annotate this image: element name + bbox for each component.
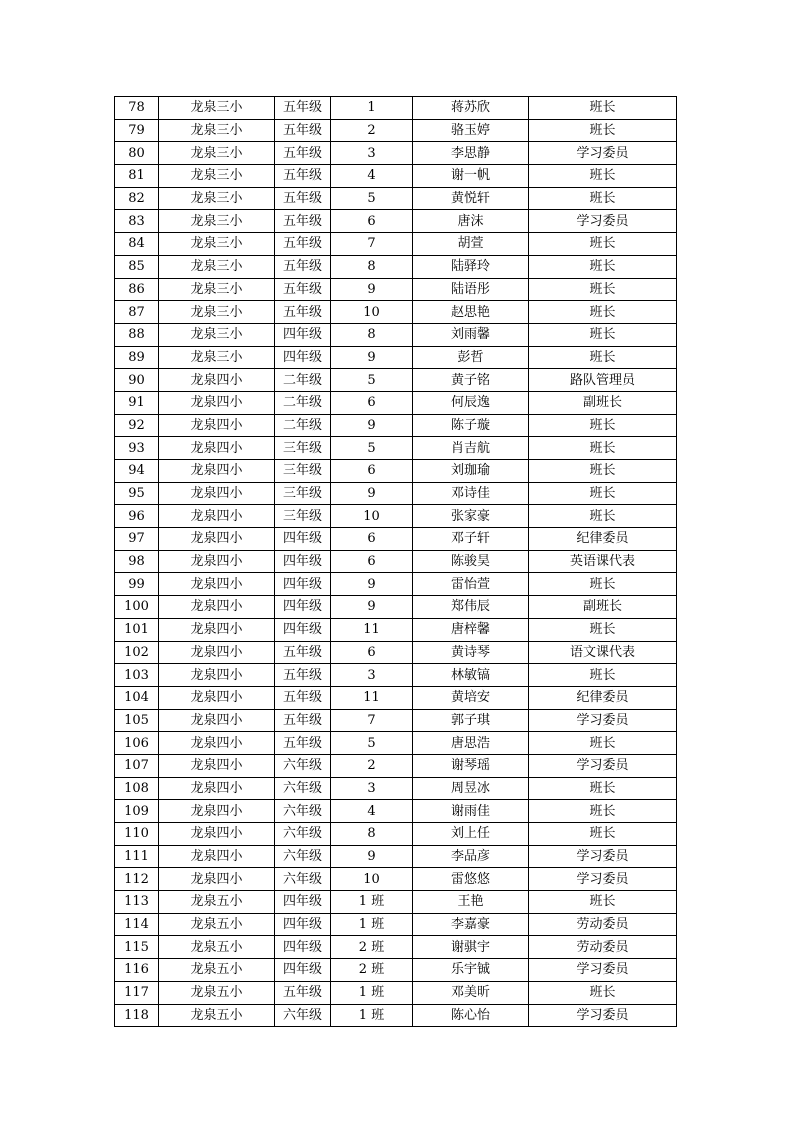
position-cell: 语文课代表 [529, 641, 677, 664]
student-name-cell: 黄诗琴 [413, 641, 529, 664]
class-cell: 5 [331, 437, 413, 460]
grade-cell: 四年级 [275, 528, 331, 551]
table-row [115, 800, 677, 823]
row-number-cell: 118 [115, 1004, 159, 1027]
school-cell: 龙泉三小 [159, 323, 275, 346]
school-cell: 龙泉三小 [159, 97, 275, 120]
position-cell: 学习委员 [529, 959, 677, 982]
grade-cell: 三年级 [275, 482, 331, 505]
grade-cell: 四年级 [275, 891, 331, 914]
class-cell: 6 [331, 210, 413, 233]
position-cell: 班长 [529, 119, 677, 142]
row-number-cell: 87 [115, 301, 159, 324]
grade-cell: 五年级 [275, 233, 331, 256]
position-cell: 学习委员 [529, 142, 677, 165]
table-row [115, 346, 677, 369]
row-number-cell: 83 [115, 210, 159, 233]
grade-cell: 六年级 [275, 868, 331, 891]
table-row [115, 596, 677, 619]
table-row [115, 97, 677, 120]
student-name-cell: 李思静 [413, 142, 529, 165]
position-cell: 班长 [529, 437, 677, 460]
school-cell: 龙泉五小 [159, 959, 275, 982]
student-name-cell: 肖吉航 [413, 437, 529, 460]
table-row [115, 550, 677, 573]
student-name-cell: 刘上任 [413, 823, 529, 846]
class-cell: 4 [331, 165, 413, 188]
grade-cell: 五年级 [275, 981, 331, 1004]
grade-cell: 六年级 [275, 754, 331, 777]
row-number-cell: 107 [115, 754, 159, 777]
class-cell: 3 [331, 777, 413, 800]
grade-cell: 五年级 [275, 732, 331, 755]
table-row [115, 573, 677, 596]
row-number-cell: 88 [115, 323, 159, 346]
class-cell: 6 [331, 641, 413, 664]
school-cell: 龙泉三小 [159, 278, 275, 301]
class-cell: 2 [331, 119, 413, 142]
table-row [115, 369, 677, 392]
class-cell: 5 [331, 369, 413, 392]
grade-cell: 四年级 [275, 618, 331, 641]
student-name-cell: 乐宇铖 [413, 959, 529, 982]
grade-cell: 六年级 [275, 845, 331, 868]
table-row [115, 981, 677, 1004]
school-cell: 龙泉四小 [159, 505, 275, 528]
school-cell: 龙泉三小 [159, 233, 275, 256]
grade-cell: 五年级 [275, 709, 331, 732]
school-cell: 龙泉四小 [159, 868, 275, 891]
class-cell: 4 [331, 800, 413, 823]
grade-cell: 四年级 [275, 596, 331, 619]
position-cell: 纪律委员 [529, 686, 677, 709]
row-number-cell: 116 [115, 959, 159, 982]
school-cell: 龙泉四小 [159, 596, 275, 619]
class-cell: 6 [331, 528, 413, 551]
grade-cell: 五年级 [275, 301, 331, 324]
grade-cell: 五年级 [275, 686, 331, 709]
table-row [115, 255, 677, 278]
table-row [115, 618, 677, 641]
table-row [115, 233, 677, 256]
table-row [115, 460, 677, 483]
row-number-cell: 96 [115, 505, 159, 528]
table-row [115, 936, 677, 959]
student-name-cell: 陆驿玲 [413, 255, 529, 278]
row-number-cell: 110 [115, 823, 159, 846]
student-name-cell: 骆玉婷 [413, 119, 529, 142]
class-cell: 6 [331, 460, 413, 483]
school-cell: 龙泉五小 [159, 936, 275, 959]
student-name-cell: 陈心怡 [413, 1004, 529, 1027]
school-cell: 龙泉四小 [159, 391, 275, 414]
school-cell: 龙泉四小 [159, 528, 275, 551]
grade-cell: 四年级 [275, 550, 331, 573]
student-name-cell: 郑伟辰 [413, 596, 529, 619]
student-name-cell: 谢琴瑶 [413, 754, 529, 777]
class-cell: 2 班 [331, 936, 413, 959]
row-number-cell: 104 [115, 686, 159, 709]
table-row [115, 391, 677, 414]
position-cell: 班长 [529, 482, 677, 505]
row-number-cell: 108 [115, 777, 159, 800]
table-row [115, 414, 677, 437]
position-cell: 学习委员 [529, 845, 677, 868]
row-number-cell: 97 [115, 528, 159, 551]
row-number-cell: 92 [115, 414, 159, 437]
row-number-cell: 98 [115, 550, 159, 573]
table-row [115, 709, 677, 732]
grade-cell: 五年级 [275, 165, 331, 188]
school-cell: 龙泉三小 [159, 165, 275, 188]
position-cell: 班长 [529, 618, 677, 641]
grade-cell: 六年级 [275, 823, 331, 846]
position-cell: 劳动委员 [529, 913, 677, 936]
table-row [115, 845, 677, 868]
grade-cell: 五年级 [275, 278, 331, 301]
school-cell: 龙泉四小 [159, 800, 275, 823]
student-name-cell: 谢一帆 [413, 165, 529, 188]
student-name-cell: 王艳 [413, 891, 529, 914]
row-number-cell: 79 [115, 119, 159, 142]
class-cell: 7 [331, 233, 413, 256]
class-cell: 11 [331, 618, 413, 641]
row-number-cell: 99 [115, 573, 159, 596]
position-cell: 班长 [529, 346, 677, 369]
table-row [115, 868, 677, 891]
class-cell: 10 [331, 505, 413, 528]
position-cell: 学习委员 [529, 210, 677, 233]
school-cell: 龙泉四小 [159, 618, 275, 641]
table-row [115, 505, 677, 528]
school-cell: 龙泉五小 [159, 1004, 275, 1027]
grade-cell: 三年级 [275, 437, 331, 460]
grade-cell: 四年级 [275, 573, 331, 596]
table-row [115, 686, 677, 709]
student-name-cell: 赵思艳 [413, 301, 529, 324]
school-cell: 龙泉五小 [159, 981, 275, 1004]
roster-table-body [115, 97, 677, 1027]
position-cell: 英语课代表 [529, 550, 677, 573]
student-name-cell: 谢骐宇 [413, 936, 529, 959]
school-cell: 龙泉四小 [159, 823, 275, 846]
student-name-cell: 唐思浩 [413, 732, 529, 755]
position-cell: 学习委员 [529, 709, 677, 732]
school-cell: 龙泉四小 [159, 369, 275, 392]
school-cell: 龙泉四小 [159, 460, 275, 483]
grade-cell: 二年级 [275, 369, 331, 392]
grade-cell: 四年级 [275, 346, 331, 369]
grade-cell: 四年级 [275, 913, 331, 936]
grade-cell: 二年级 [275, 391, 331, 414]
position-cell: 班长 [529, 891, 677, 914]
class-cell: 5 [331, 187, 413, 210]
position-cell: 班长 [529, 777, 677, 800]
row-number-cell: 90 [115, 369, 159, 392]
table-row [115, 913, 677, 936]
row-number-cell: 102 [115, 641, 159, 664]
position-cell: 班长 [529, 97, 677, 120]
class-cell: 8 [331, 823, 413, 846]
table-row [115, 210, 677, 233]
position-cell: 纪律委员 [529, 528, 677, 551]
position-cell: 班长 [529, 823, 677, 846]
school-cell: 龙泉三小 [159, 255, 275, 278]
table-row [115, 754, 677, 777]
position-cell: 班长 [529, 233, 677, 256]
row-number-cell: 80 [115, 142, 159, 165]
student-name-cell: 刘珈瑜 [413, 460, 529, 483]
table-row [115, 165, 677, 188]
student-name-cell: 张家豪 [413, 505, 529, 528]
table-row [115, 437, 677, 460]
position-cell: 学习委员 [529, 868, 677, 891]
row-number-cell: 100 [115, 596, 159, 619]
student-name-cell: 刘雨馨 [413, 323, 529, 346]
school-cell: 龙泉四小 [159, 414, 275, 437]
table-row [115, 119, 677, 142]
student-name-cell: 胡萱 [413, 233, 529, 256]
school-cell: 龙泉五小 [159, 913, 275, 936]
school-cell: 龙泉四小 [159, 845, 275, 868]
student-name-cell: 何辰逸 [413, 391, 529, 414]
position-cell: 班长 [529, 732, 677, 755]
student-name-cell: 陆语彤 [413, 278, 529, 301]
grade-cell: 三年级 [275, 460, 331, 483]
table-row [115, 1004, 677, 1027]
student-name-cell: 唐梓馨 [413, 618, 529, 641]
roster-table [114, 96, 677, 1027]
class-cell: 7 [331, 709, 413, 732]
table-row [115, 528, 677, 551]
student-name-cell: 陈子璇 [413, 414, 529, 437]
row-number-cell: 89 [115, 346, 159, 369]
position-cell: 劳动委员 [529, 936, 677, 959]
position-cell: 班长 [529, 664, 677, 687]
row-number-cell: 105 [115, 709, 159, 732]
class-cell: 1 班 [331, 891, 413, 914]
student-name-cell: 唐沫 [413, 210, 529, 233]
student-name-cell: 李品彦 [413, 845, 529, 868]
row-number-cell: 93 [115, 437, 159, 460]
position-cell: 班长 [529, 505, 677, 528]
class-cell: 3 [331, 142, 413, 165]
row-number-cell: 117 [115, 981, 159, 1004]
table-row [115, 301, 677, 324]
grade-cell: 五年级 [275, 210, 331, 233]
student-name-cell: 黄培安 [413, 686, 529, 709]
row-number-cell: 95 [115, 482, 159, 505]
grade-cell: 六年级 [275, 777, 331, 800]
school-cell: 龙泉四小 [159, 550, 275, 573]
student-name-cell: 谢雨佳 [413, 800, 529, 823]
row-number-cell: 86 [115, 278, 159, 301]
class-cell: 9 [331, 573, 413, 596]
school-cell: 龙泉三小 [159, 187, 275, 210]
class-cell: 6 [331, 550, 413, 573]
grade-cell: 六年级 [275, 1004, 331, 1027]
class-cell: 6 [331, 391, 413, 414]
row-number-cell: 111 [115, 845, 159, 868]
row-number-cell: 106 [115, 732, 159, 755]
school-cell: 龙泉四小 [159, 482, 275, 505]
position-cell: 副班长 [529, 596, 677, 619]
class-cell: 1 班 [331, 981, 413, 1004]
row-number-cell: 113 [115, 891, 159, 914]
position-cell: 班长 [529, 301, 677, 324]
grade-cell: 五年级 [275, 187, 331, 210]
grade-cell: 二年级 [275, 414, 331, 437]
position-cell: 班长 [529, 981, 677, 1004]
grade-cell: 五年级 [275, 255, 331, 278]
position-cell: 班长 [529, 323, 677, 346]
position-cell: 班长 [529, 460, 677, 483]
grade-cell: 四年级 [275, 936, 331, 959]
school-cell: 龙泉三小 [159, 210, 275, 233]
row-number-cell: 78 [115, 97, 159, 120]
class-cell: 9 [331, 278, 413, 301]
school-cell: 龙泉四小 [159, 664, 275, 687]
student-name-cell: 雷悠悠 [413, 868, 529, 891]
school-cell: 龙泉三小 [159, 142, 275, 165]
row-number-cell: 82 [115, 187, 159, 210]
class-cell: 9 [331, 845, 413, 868]
table-row [115, 641, 677, 664]
student-name-cell: 陈骏昊 [413, 550, 529, 573]
position-cell: 班长 [529, 414, 677, 437]
grade-cell: 三年级 [275, 505, 331, 528]
student-name-cell: 林敏镐 [413, 664, 529, 687]
row-number-cell: 109 [115, 800, 159, 823]
position-cell: 班长 [529, 255, 677, 278]
grade-cell: 五年级 [275, 119, 331, 142]
row-number-cell: 103 [115, 664, 159, 687]
student-name-cell: 彭哲 [413, 346, 529, 369]
grade-cell: 五年级 [275, 641, 331, 664]
school-cell: 龙泉四小 [159, 573, 275, 596]
class-cell: 8 [331, 323, 413, 346]
table-row [115, 323, 677, 346]
table-row [115, 823, 677, 846]
student-name-cell: 雷怡萱 [413, 573, 529, 596]
class-cell: 10 [331, 301, 413, 324]
class-cell: 11 [331, 686, 413, 709]
school-cell: 龙泉四小 [159, 686, 275, 709]
class-cell: 9 [331, 414, 413, 437]
school-cell: 龙泉四小 [159, 709, 275, 732]
class-cell: 1 班 [331, 913, 413, 936]
school-cell: 龙泉四小 [159, 641, 275, 664]
grade-cell: 四年级 [275, 323, 331, 346]
table-row [115, 664, 677, 687]
student-name-cell: 郭子琪 [413, 709, 529, 732]
table-row [115, 777, 677, 800]
position-cell: 学习委员 [529, 754, 677, 777]
class-cell: 3 [331, 664, 413, 687]
position-cell: 班长 [529, 573, 677, 596]
row-number-cell: 85 [115, 255, 159, 278]
student-name-cell: 蒋苏欣 [413, 97, 529, 120]
school-cell: 龙泉四小 [159, 732, 275, 755]
class-cell: 1 班 [331, 1004, 413, 1027]
student-name-cell: 邓诗佳 [413, 482, 529, 505]
student-name-cell: 李嘉豪 [413, 913, 529, 936]
class-cell: 9 [331, 596, 413, 619]
class-cell: 2 [331, 754, 413, 777]
row-number-cell: 114 [115, 913, 159, 936]
row-number-cell: 91 [115, 391, 159, 414]
class-cell: 5 [331, 732, 413, 755]
student-name-cell: 邓美昕 [413, 981, 529, 1004]
table-row [115, 142, 677, 165]
class-cell: 2 班 [331, 959, 413, 982]
student-name-cell: 周昱冰 [413, 777, 529, 800]
school-cell: 龙泉四小 [159, 754, 275, 777]
grade-cell: 五年级 [275, 142, 331, 165]
row-number-cell: 115 [115, 936, 159, 959]
grade-cell: 六年级 [275, 800, 331, 823]
position-cell: 班长 [529, 187, 677, 210]
table-row [115, 278, 677, 301]
grade-cell: 五年级 [275, 664, 331, 687]
school-cell: 龙泉三小 [159, 301, 275, 324]
class-cell: 9 [331, 346, 413, 369]
position-cell: 班长 [529, 165, 677, 188]
table-row [115, 732, 677, 755]
row-number-cell: 94 [115, 460, 159, 483]
student-name-cell: 黄子铭 [413, 369, 529, 392]
grade-cell: 五年级 [275, 97, 331, 120]
class-cell: 10 [331, 868, 413, 891]
school-cell: 龙泉四小 [159, 777, 275, 800]
position-cell: 路队管理员 [529, 369, 677, 392]
table-row [115, 187, 677, 210]
grade-cell: 四年级 [275, 959, 331, 982]
table-row [115, 891, 677, 914]
row-number-cell: 81 [115, 165, 159, 188]
class-cell: 1 [331, 97, 413, 120]
student-name-cell: 邓子轩 [413, 528, 529, 551]
position-cell: 班长 [529, 278, 677, 301]
school-cell: 龙泉四小 [159, 437, 275, 460]
student-name-cell: 黄悦轩 [413, 187, 529, 210]
position-cell: 学习委员 [529, 1004, 677, 1027]
school-cell: 龙泉三小 [159, 119, 275, 142]
position-cell: 副班长 [529, 391, 677, 414]
class-cell: 8 [331, 255, 413, 278]
position-cell: 班长 [529, 800, 677, 823]
table-row [115, 959, 677, 982]
row-number-cell: 101 [115, 618, 159, 641]
school-cell: 龙泉三小 [159, 346, 275, 369]
row-number-cell: 112 [115, 868, 159, 891]
class-cell: 9 [331, 482, 413, 505]
table-row [115, 482, 677, 505]
school-cell: 龙泉五小 [159, 891, 275, 914]
row-number-cell: 84 [115, 233, 159, 256]
